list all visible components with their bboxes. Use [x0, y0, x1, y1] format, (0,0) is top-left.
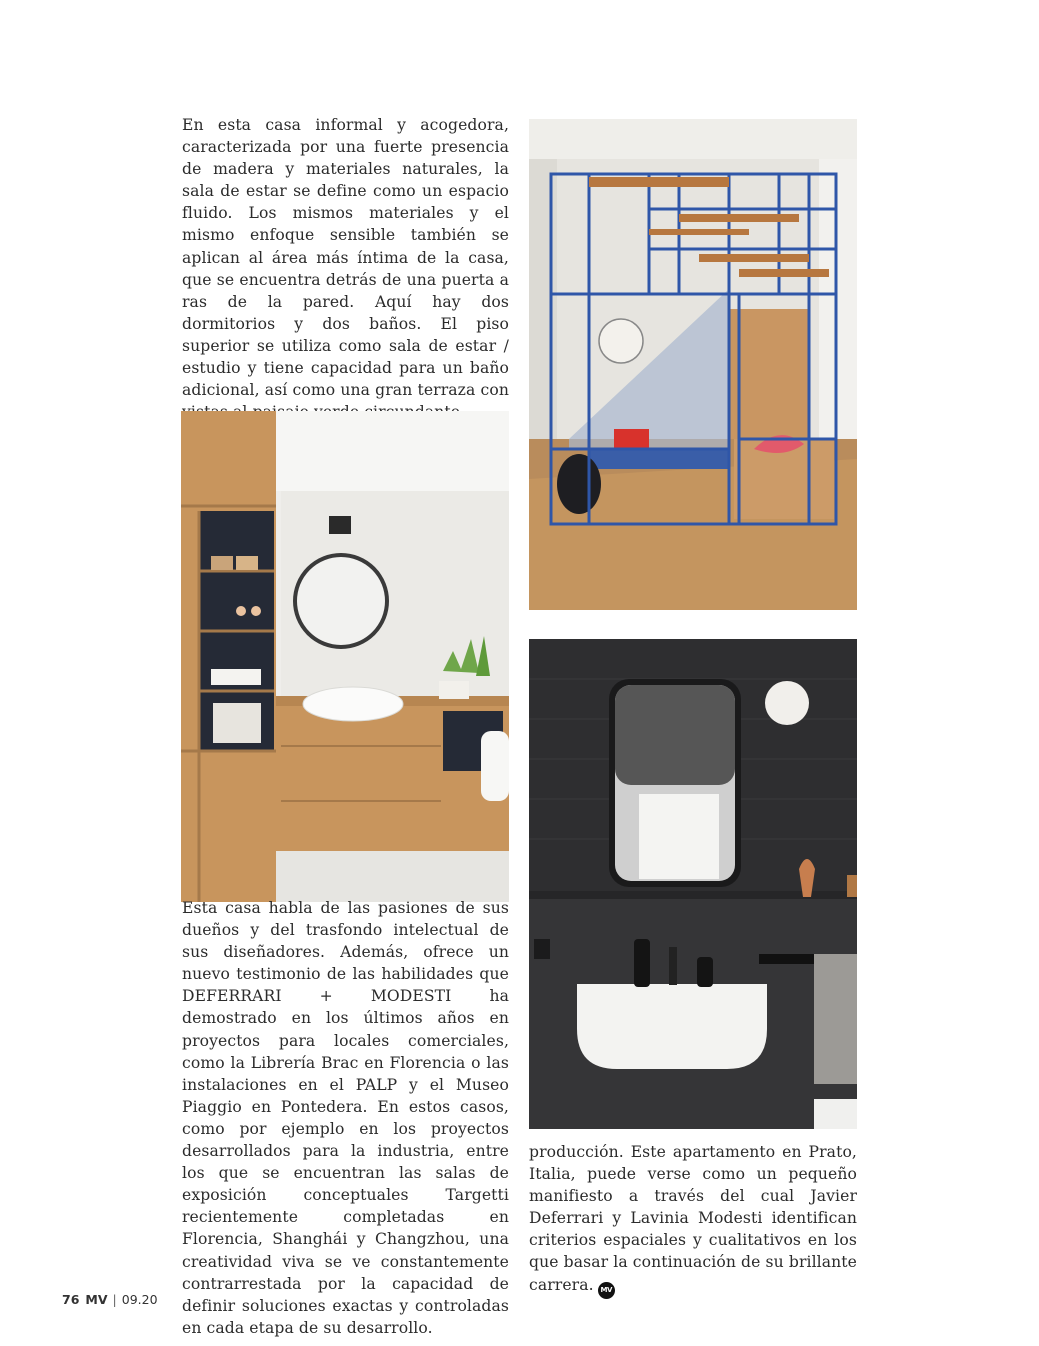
washbasin-illustration: [529, 639, 857, 1129]
staircase-illustration: [529, 119, 857, 610]
issue-date: 09.20: [121, 1292, 158, 1307]
article-paragraph-3: [529, 1141, 857, 1299]
article-paragraph-2: Esta casa habla de las pasiones de sus dueños y del trasfondo intelectual de sus diseñadores. Además, ofrece un nuevo testimonio de las habilidades que DEFERRARI + MODESTI ha demostrado en los últimos años en proyectos para locales comerciales, como la Librería Brac en Florencia o las instalaciones en el PALP y el Museo Piaggio en Pontedera. En estos casos, como por ejemplo en los proyectos desarrollados para la industria, entre los que se encuentran las salas de exposición conceptuales Targetti recientemente completadas en Florencia, Shanghái y Changzhou, una creatividad viva se ve constantemente contrarrestada por la capacidad de definir soluciones exactas y controladas en cada etapa de su desarrollo.: [182, 899, 509, 1337]
photo-washbasin: [529, 639, 857, 1129]
mv-end-mark-icon: MV: [598, 1282, 615, 1299]
page-number: 76: [62, 1292, 80, 1307]
photo-bathroom-vanity: [181, 411, 509, 902]
article-paragraph-3-text: producción. Este apartamento en Prato, Italia, puede verse como un pequeño manifiesto a través del cual Javier Deferrari y Lavinia Modesti identifican criterios espaciales y cualitativos en los que basar la continuación de su brillante carrera.: [529, 1143, 857, 1294]
article-paragraph-1: En esta casa informal y acogedora, caracterizada por una fuerte presencia de madera y materiales naturales, la sala de estar se define como un espacio fluido. Los mismos materiales y el mismo enfoque sensible también se aplican al área más íntima de la casa, que se encuentra detrás de una puerta a ras de la pared. Aquí hay dos dormitorios y dos baños. El piso superior se utiliza como sala de estar / estudio y tiene capacidad para un baño adicional, así como una gran terraza con: [182, 116, 509, 400]
magazine-name: MV: [85, 1292, 108, 1307]
photo-staircase: [529, 119, 857, 610]
bathroom-illustration: [181, 411, 509, 902]
footer-separator: |: [112, 1292, 117, 1307]
page-footer: [62, 1292, 158, 1307]
